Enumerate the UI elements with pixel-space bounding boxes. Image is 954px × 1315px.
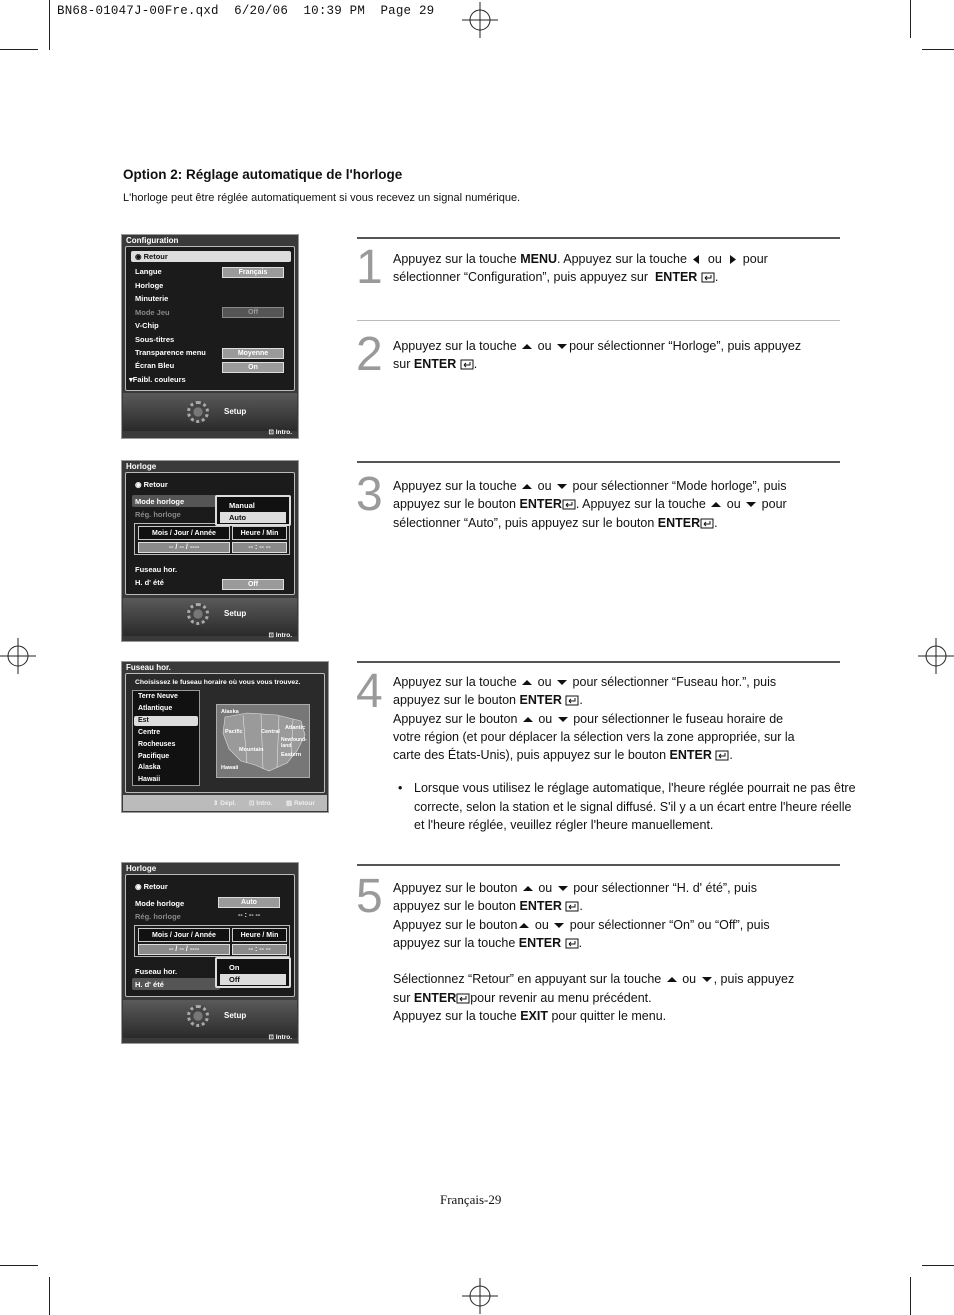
arrow-down-icon [556, 883, 570, 894]
menu-item-transparence: Transparence menu [135, 348, 206, 357]
arrow-up-icon [520, 481, 534, 492]
header-date: Mois / Jour / Année [138, 526, 230, 540]
hint-intro: ⊡ Intro. [268, 632, 292, 639]
map-label: Hawaii [221, 765, 239, 771]
section-intro: L'horloge peut être réglée automatiquement si vous recevez un signal numérique. [123, 192, 521, 204]
menu-title: Horloge [126, 864, 157, 873]
step-3-text: Appuyez sur la touche ou pour sélectionner “Mode horloge”, puis appuyez sur le bouton ENTER . Appuyez sur la touche ou pour sélectionner “Auto”, puis appuyez sur le bouton ENTER . [393, 479, 787, 530]
timezone-item: Pacifique [138, 753, 170, 760]
menu-item-fuseau: Fuseau hor. [135, 967, 178, 976]
arrow-down-icon [555, 677, 569, 688]
menu-item-langue: Langue [135, 267, 162, 276]
arrow-up-icon [709, 499, 723, 510]
arrow-down-icon [555, 341, 569, 352]
value-mode-horloge: Auto [218, 897, 280, 908]
step-1-text: Appuyez sur la touche MENU. Appuyez sur la touche ou pour sélectionner “Configuration”, puis appuyez sur ENTER . [393, 252, 768, 285]
section-title: Option 2: Réglage automatique de l'horloge [123, 167, 403, 182]
enter-icon [565, 695, 579, 706]
timezone-item: Terre Neuve [138, 693, 178, 700]
map-label: Eastern [281, 752, 302, 758]
arrow-down-icon [700, 974, 714, 985]
step-5-text: Appuyez sur le bouton ou pour sélectionner “H. d' été”, puis appuyez sur le bouton ENTER . Appuyez sur le bouton ou pour sélectionner “On” ou “Off”, puis appuyez sur la touche ENTER . Sélectionnez “Retour” en appuyant sur la touche ou , puis appuyez sur ENTER pour revenir au menu précédent. Appuyez sur la touche EXIT pour quitter le menu. [393, 881, 795, 1024]
timezone-list [132, 690, 200, 786]
crop-mark [922, 1265, 954, 1266]
timezone-item: Alaska [138, 764, 161, 771]
menu-screenshot-horloge-dst [121, 862, 299, 1044]
step-number: 2 [356, 328, 383, 381]
popup-option-on: On [229, 963, 240, 972]
enter-icon [565, 938, 579, 949]
step-number: 3 [356, 468, 383, 521]
crop-mark [910, 1277, 911, 1315]
timezone-item: Hawaii [138, 776, 161, 783]
hint-move: ⇕ Dépl. [213, 800, 237, 807]
value-transparence: Moyenne [222, 348, 284, 359]
menu-title: Fuseau hor. [126, 663, 171, 672]
arrow-down-icon [744, 499, 758, 510]
enter-icon [562, 499, 576, 510]
menu-panel [125, 472, 295, 595]
menu-title: Configuration [126, 236, 179, 245]
setup-label: Setup [224, 407, 247, 416]
menu-item-minuterie: Minuterie [135, 294, 169, 303]
crop-mark [922, 49, 954, 50]
enter-icon [715, 750, 729, 761]
step-4-note: • Lorsque vous utilisez le réglage automatique, l'heure réglée pourrait ne pas être correcte, selon la station et le signal diffusé. S'il y a un écart entre l'heure réelle et l'heure réglée, veuillez régler l'heure manuellement. [398, 781, 856, 832]
crop-mark [0, 1265, 38, 1266]
map-label: Atlantic [285, 725, 306, 731]
header-date: Mois / Jour / Année [138, 928, 230, 942]
menu-footer [123, 393, 297, 431]
registration-mark-icon [462, 1278, 498, 1314]
enter-icon [460, 359, 474, 370]
step-2-text: Appuyez sur la touche ou pour sélectionner “Horloge”, puis appuyez sur ENTER . [393, 339, 802, 372]
setup-label: Setup [224, 1011, 247, 1020]
menu-item-sous-titres: Sous-titres [135, 335, 175, 344]
menu-screenshot-fuseau [121, 661, 329, 813]
arrow-down-icon [556, 714, 570, 725]
menu-item-mode-horloge: Mode horloge [135, 899, 185, 908]
arrow-left-icon [690, 254, 704, 265]
menu-item-retour: ◉ Retour [135, 480, 168, 489]
arrow-right-icon [725, 254, 739, 265]
gear-icon [187, 603, 209, 625]
value-langue: Français [222, 267, 284, 278]
menu-item-reg-horloge: Rég. horloge [135, 510, 181, 519]
enter-icon [701, 272, 715, 283]
crop-mark [49, 0, 50, 50]
print-header: BN68-01047J-00Fre.qxd 6/20/06 10:39 PM Page 29 [57, 4, 435, 18]
enter-icon [456, 993, 470, 1004]
menu-screenshot-configuration [121, 234, 299, 439]
timezone-prompt: Choisissez le fuseau horaire où vous vous trouvez. [135, 679, 301, 686]
registration-mark-icon [0, 638, 36, 674]
value-hde: Off [222, 579, 284, 590]
step-divider [357, 864, 840, 866]
header-time: Heure / Min [232, 928, 287, 942]
hint-bar [123, 795, 327, 811]
menu-item-retour: ◉ Retour [135, 882, 168, 891]
step-4-text: Appuyez sur la touche ou pour sélectionner “Fuseau hor.”, puis appuyez sur le bouton ENTER . Appuyez sur le bouton ou pour sélectionner le fuseau horaire de votre région (et pour déplacer la sélection vers la zone appropriée, sur la carte des États-Unis), puis appuyez sur le bouton ENTER . [393, 675, 795, 763]
crop-mark [49, 1277, 50, 1315]
menu-item-horloge: Horloge [135, 281, 164, 290]
menu-item-hde: H. d' été [135, 980, 164, 989]
field-time: -- : -- -- [232, 944, 287, 955]
page-number: Français-29 [440, 1192, 502, 1207]
bullet-icon: • [398, 781, 403, 795]
registration-mark-icon [462, 2, 498, 38]
header-time: Heure / Min [232, 526, 287, 540]
arrow-down-icon [552, 920, 566, 931]
hint-intro: ⊡ Intro. [268, 1034, 292, 1041]
arrow-down-icon [555, 481, 569, 492]
menu-title: Horloge [126, 462, 157, 471]
step-number: 1 [356, 241, 383, 294]
map-label: Mountain [239, 747, 264, 753]
arrow-up-icon [665, 974, 679, 985]
timezone-item: Rocheuses [138, 741, 176, 748]
map-label: Alaska [221, 709, 239, 715]
map-label: Central [261, 729, 280, 735]
value-mode-jeu: Off [222, 307, 284, 318]
hint-intro: ⊡ Intro. [268, 429, 292, 436]
popup-option-off: Off [220, 974, 286, 985]
menu-item-fuseau: Fuseau hor. [135, 565, 178, 574]
popup-option-auto: Auto [220, 512, 286, 523]
step-divider [357, 461, 840, 463]
arrow-up-icon [521, 714, 535, 725]
menu-panel [125, 673, 325, 793]
menu-item-mode-horloge: Mode horloge [135, 497, 185, 506]
step-divider [357, 237, 840, 239]
menu-panel [125, 246, 295, 391]
menu-item-reg-horloge: Rég. horloge [135, 912, 181, 921]
arrow-up-icon [517, 920, 531, 931]
arrow-up-icon [520, 341, 534, 352]
arrow-up-icon [521, 883, 535, 894]
hint-back: ▥ Retour [286, 800, 315, 807]
map-label: Pacific [225, 729, 243, 735]
field-date: -- / -- / ---- [138, 542, 230, 553]
field-time: -- : -- -- [232, 542, 287, 553]
timezone-item-selected: Est [138, 717, 149, 724]
menu-item-ecran-bleu: Écran Bleu [135, 361, 175, 370]
crop-mark [0, 49, 38, 50]
value-reg-horloge: -- : -- -- [238, 912, 261, 919]
step-divider [357, 320, 840, 321]
step-number: 5 [356, 870, 383, 923]
gear-icon [187, 1005, 209, 1027]
popup-option-manual: Manual [229, 501, 255, 510]
menu-item-vchip: V-Chip [135, 321, 159, 330]
step-number: 4 [356, 665, 383, 718]
crop-mark [910, 0, 911, 38]
arrow-up-icon [520, 677, 534, 688]
registration-mark-icon [918, 638, 954, 674]
value-ecran-bleu: On [222, 362, 284, 373]
enter-icon [565, 901, 579, 912]
popup-hde [215, 957, 291, 988]
menu-item-retour: ◉ Retour [135, 252, 168, 261]
menu-item-mode-jeu: Mode Jeu [135, 308, 170, 317]
timezone-map [216, 704, 310, 778]
menu-screenshot-horloge-mode [121, 460, 299, 642]
popup-mode [215, 495, 291, 526]
setup-label: Setup [224, 609, 247, 618]
timezone-item: Atlantique [138, 705, 173, 712]
hint-enter: ⊡ Intro. [249, 800, 273, 807]
step-divider [357, 661, 840, 663]
menu-item-faibl-couleurs: ▾Faibl. couleurs [129, 375, 186, 384]
menu-item-hde: H. d' été [135, 578, 164, 587]
map-label: Newfound-land [281, 737, 307, 749]
gear-icon [187, 401, 209, 423]
timezone-item: Centre [138, 729, 161, 736]
enter-icon [700, 518, 714, 529]
field-date: -- / -- / ---- [138, 944, 230, 955]
